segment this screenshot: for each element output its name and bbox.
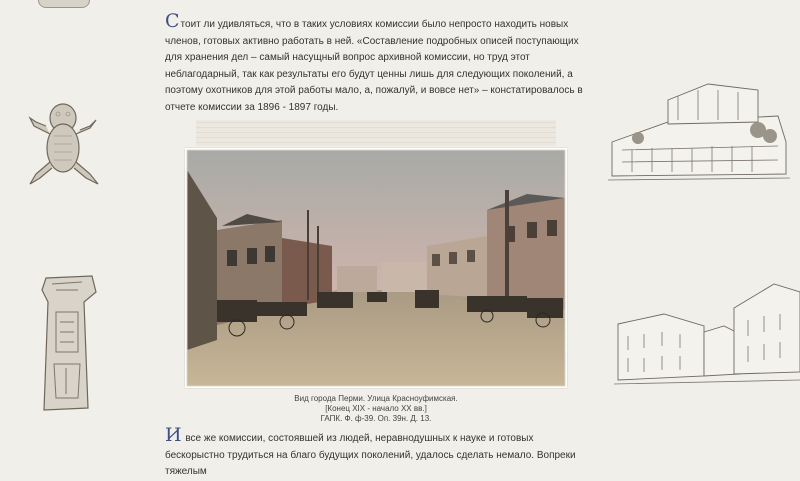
street-photo-illustration [187,150,565,386]
ancient-idol-icon [38,272,100,412]
caption-date: [Конец XIX - начало XX вв.] [325,404,427,413]
dropcap-letter: С [165,10,180,32]
intro-paragraph-text: тоит ли удивляться, что в таких условиях комиссии было непросто находить новых членов, готовых активно работать в ней. «Составление подробных описей поступающих для хранения дел – самый насущный вопрос архивной комиссии, но труд этот неблагодарный, так как результаты его будут ценны лишь для следующих поколений, а поэтому охотников для этой работы мало, а, пожалуй, и вовсе нет» – констатировалось в отчете комиссии за 1896 - 1897 годы. [165,19,583,113]
artifact-fragment-icon [38,0,90,8]
caption-source: ГАПК. Ф. ф-39. Оп. 39н. Д. 13. [320,414,432,423]
house-sketch-icon [608,76,790,184]
historic-street-photo [185,148,567,388]
closing-paragraph-text: все же комиссии, состоявшей из людей, неравнодушных к науке и готовых бескорыстно трудиться на благо будущих поколений, удалось сделать немало. Вопреки тяжелым [165,433,576,477]
dropcap-letter: И [165,424,182,446]
frog-figurine-icon [26,96,100,188]
closing-paragraph [165,424,586,481]
intro-paragraph [165,10,586,116]
caption-title: Вид города Перми. Улица Красноуфимская. [294,394,458,403]
decorative-strip [196,120,556,146]
photo-caption [185,394,567,424]
street-sketch-icon [614,280,800,390]
